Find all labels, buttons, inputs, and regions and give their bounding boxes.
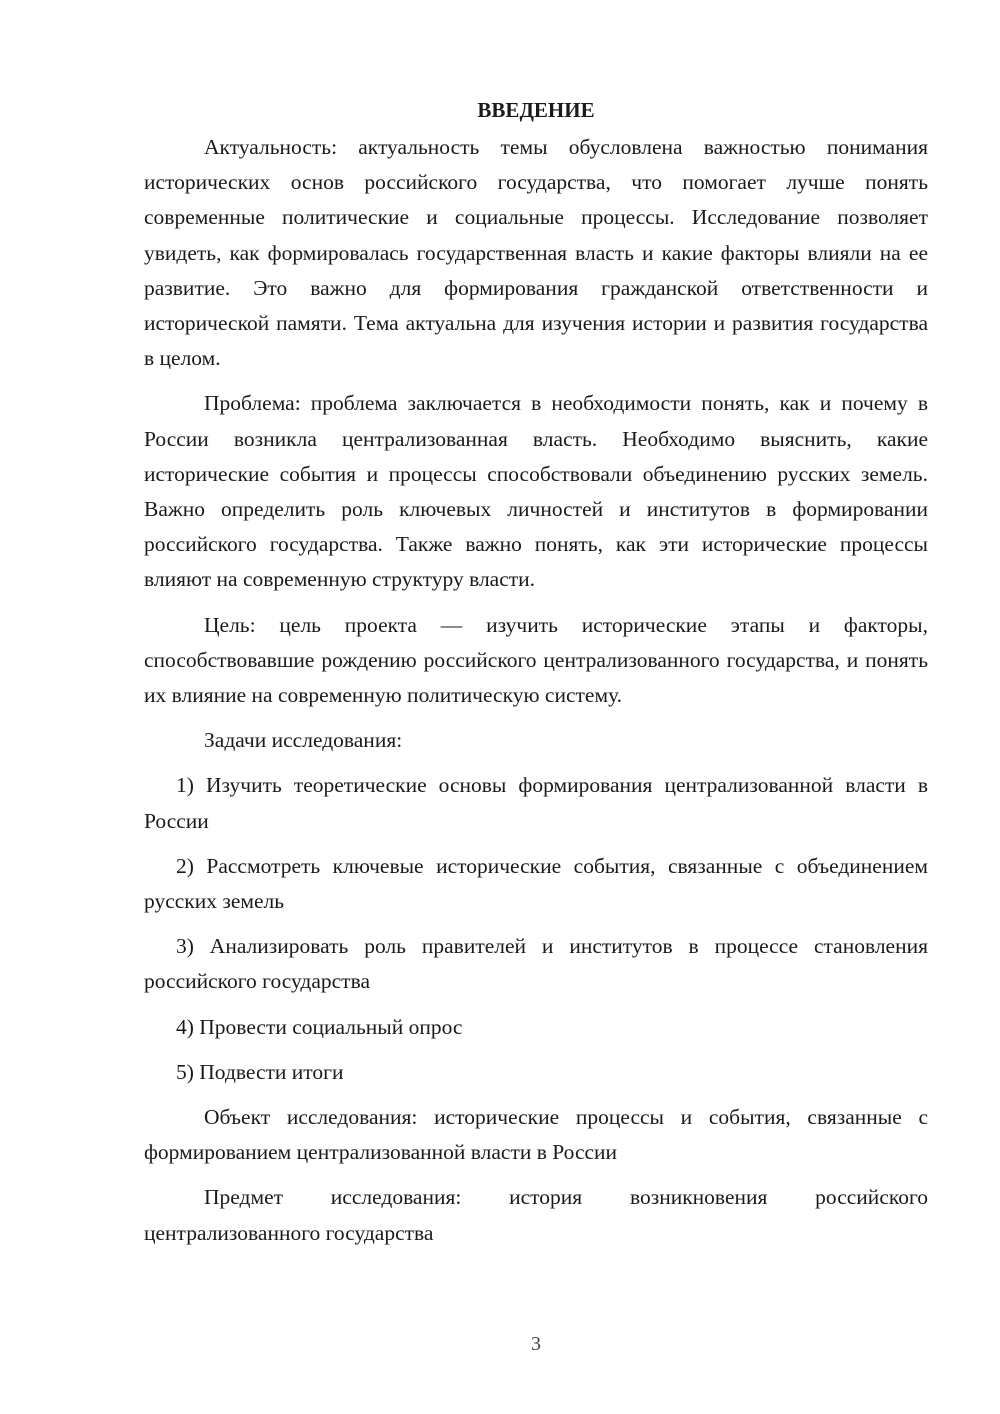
task-item: 5) Подвести итоги xyxy=(176,1059,344,1084)
paragraph-relevance: Актуальность: актуальность темы обусловлена важностью понимания исторических основ российского государства, что помогает лучше понять современные политические и социальные процессы. Исследование позволяет увидеть, как формировалась государственная власть и какие факторы влияли на ее развитие. Это важно для формирования гражданской ответственности и исторической памяти. Тема актуальна для изучения истории и развития государства в целом. xyxy=(144,135,928,371)
task-item: 1) Изучить теоретические основы формирования централизованной власти в России xyxy=(144,773,928,833)
document-page xyxy=(144,90,928,1261)
task-item: 2) Рассмотреть ключевые исторические события, связанные с объединением русских земель xyxy=(144,853,928,914)
section-title: ВВЕДЕНИЕ xyxy=(477,98,595,122)
task-item: 3) Анализировать роль правителей и институтов в процессе становления российского государства xyxy=(144,934,928,994)
paragraph-subject: Предмет исследования: история возникновения российского централизованного государства xyxy=(144,1185,928,1245)
paragraph-problem: Проблема: проблема заключается в необходимости понять, как и почему в России возникла централизованная власть. Необходимо выяснить, какие исторические события и процессы способствовали объединению русских земель. Важно определить роль ключевых личностей и институтов в формировании российского государства. Также важно понять, как эти исторические процессы влияют на современную структуру власти. xyxy=(144,391,928,592)
paragraph-object: Объект исследования: исторические процессы и события, связанные с формированием централизованной власти в России xyxy=(144,1105,928,1165)
paragraph-goal: Цель: цель проекта — изучить исторические этапы и факторы, способствовавшие рождению российского централизованного государства, и понять их влияние на современную политическую систему. xyxy=(144,612,928,708)
tasks-heading: Задачи исследования: xyxy=(204,728,403,753)
task-item: 4) Провести социальный опрос xyxy=(176,1014,463,1039)
page-number: 3 xyxy=(531,1333,541,1355)
